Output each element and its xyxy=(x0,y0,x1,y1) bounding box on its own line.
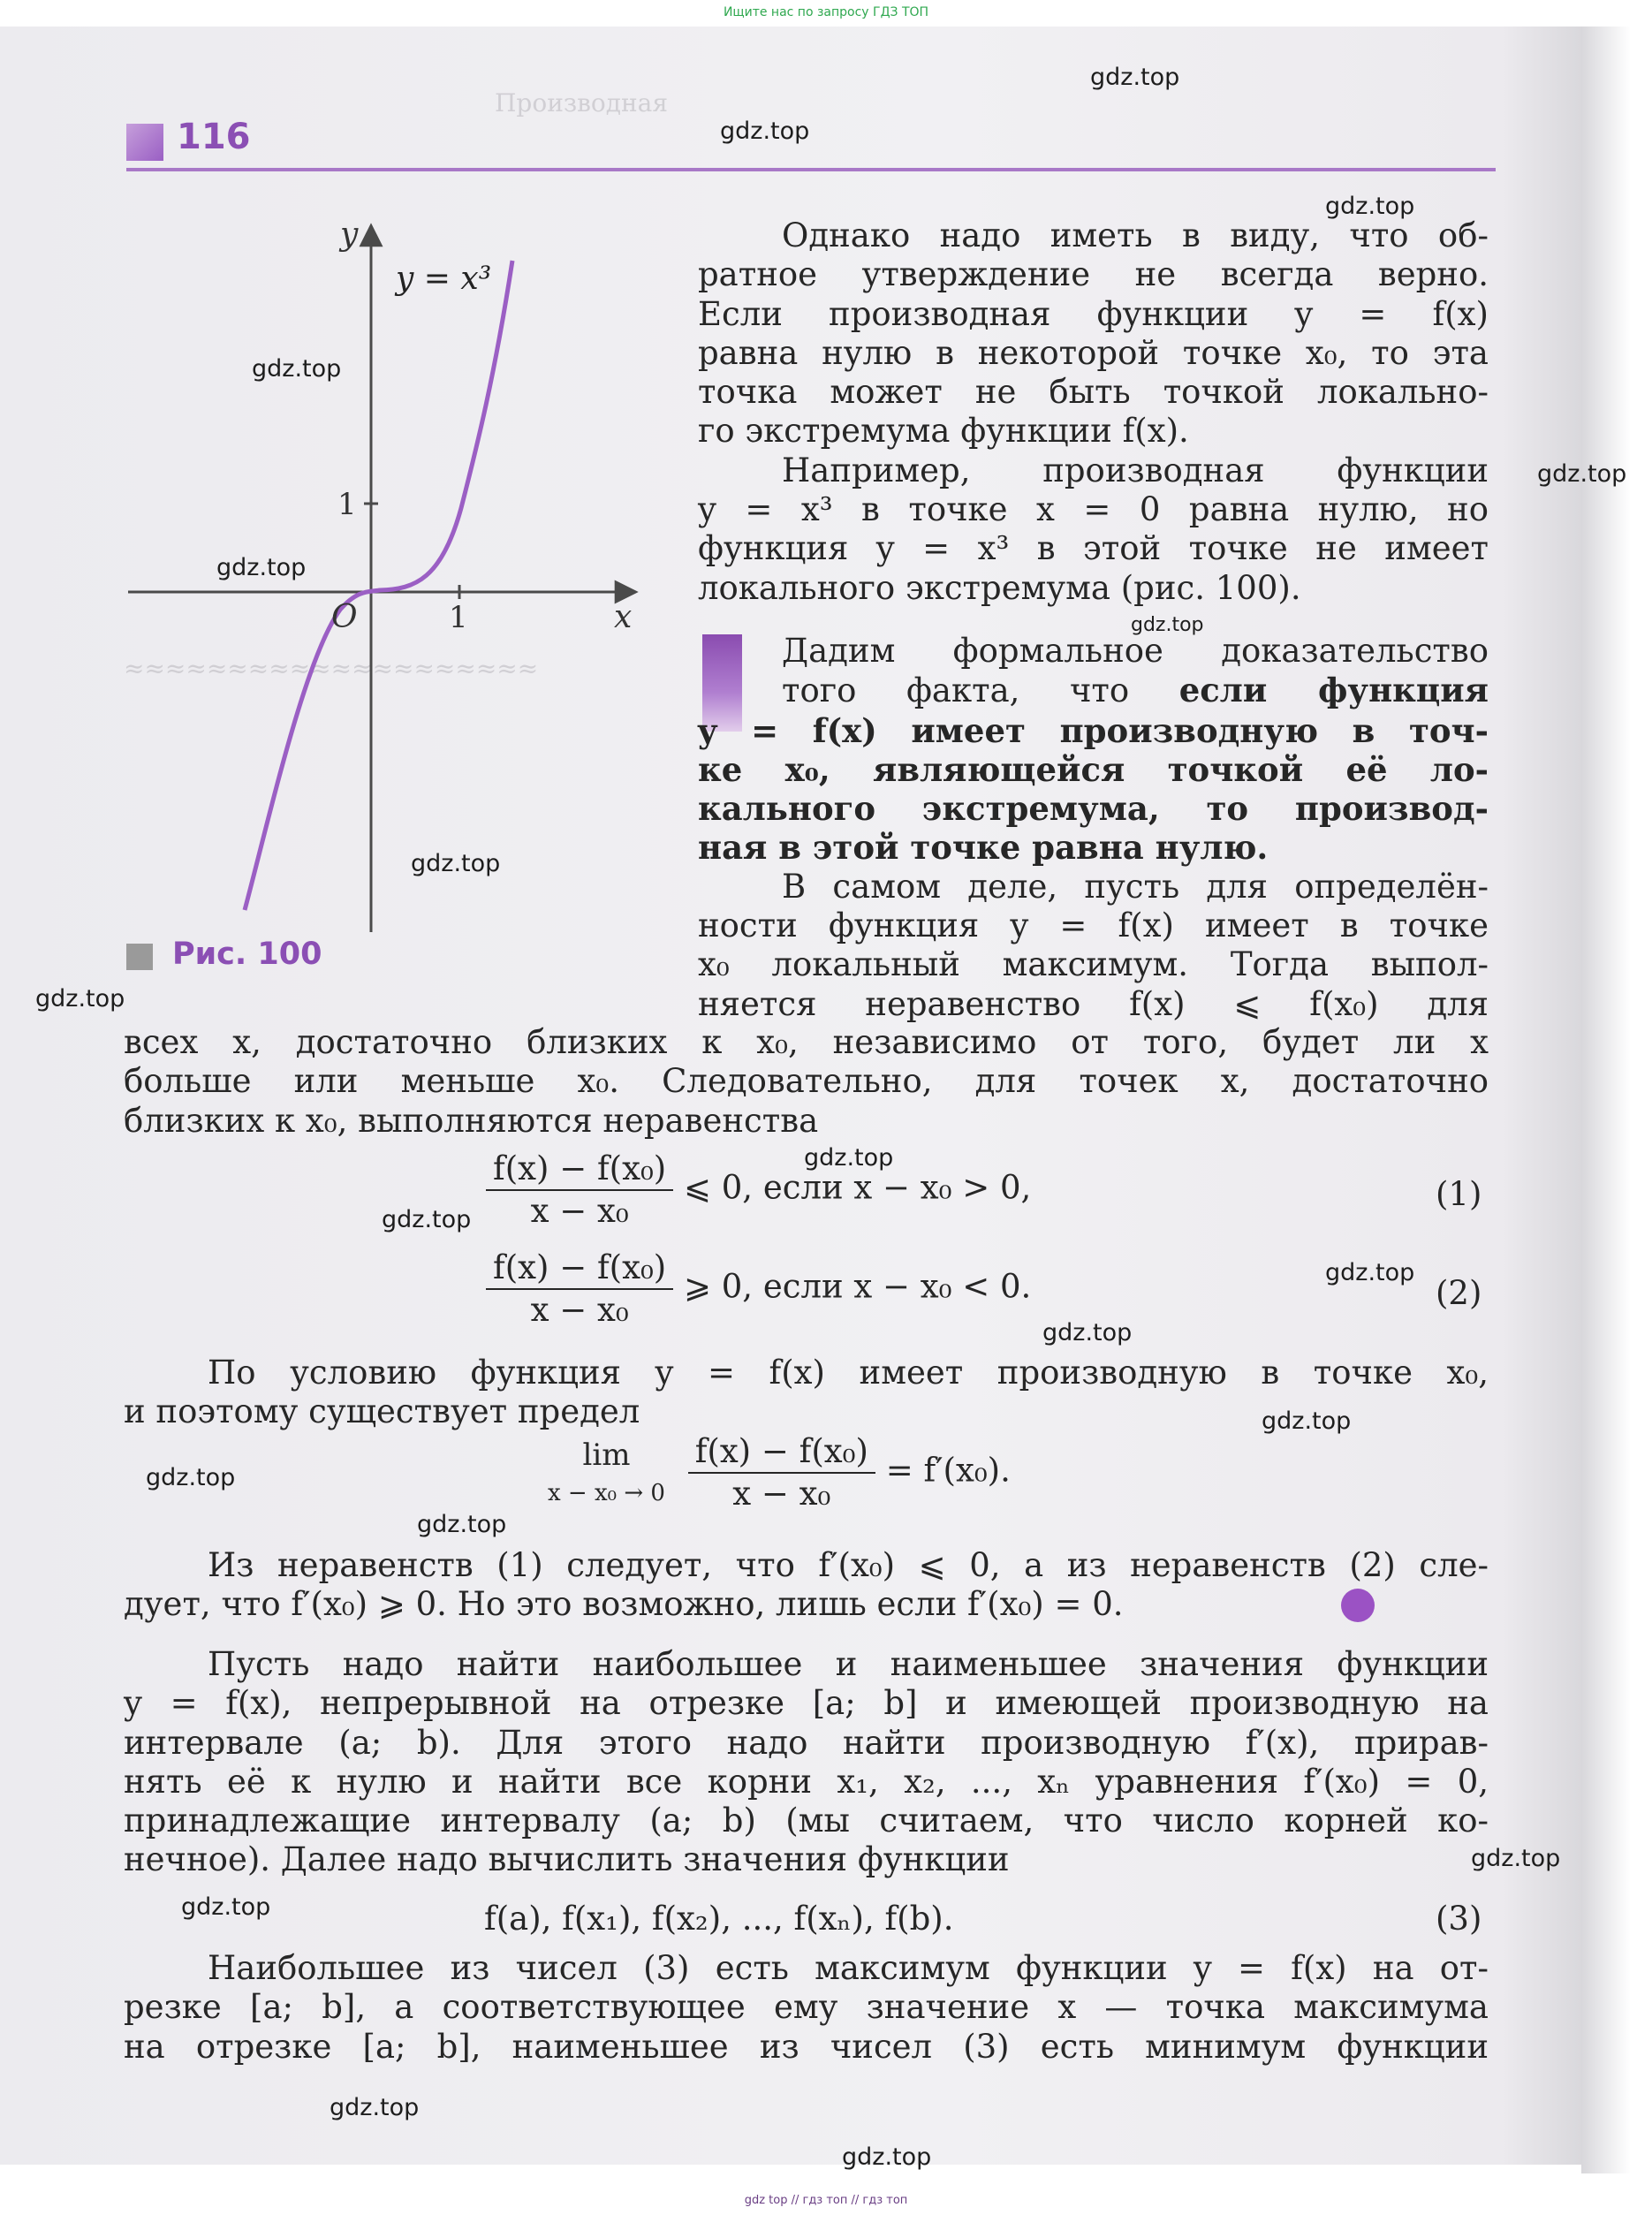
watermark: gdz.top xyxy=(804,1144,894,1172)
page-binding-shadow xyxy=(1581,27,1652,2173)
watermark: gdz.top xyxy=(1042,1319,1133,1346)
text-line: го экстремума функции f(x). xyxy=(698,412,1189,451)
proof-end-dot xyxy=(1341,1589,1375,1622)
equation-label: (1) xyxy=(1436,1175,1482,1213)
text-line: Наибольшее из чисел (3) есть максимум функции y = f(x) на от- xyxy=(208,1949,1489,1987)
bottom-banner[interactable]: gdz top // гдз топ // гдз топ xyxy=(744,2194,908,2207)
text-line: нечное). Далее надо вычислить значения функции xyxy=(124,1840,1010,1879)
equation-rest: ⩾ 0, если x − x₀ < 0. xyxy=(684,1267,1032,1306)
fraction xyxy=(486,1248,673,1331)
text-line: принадлежащие интервалу (a; b) (мы считаем, что число корней ко- xyxy=(124,1802,1489,1840)
watermark: gdz.top xyxy=(411,850,501,877)
watermark: gdz.top xyxy=(1325,1259,1415,1286)
fraction xyxy=(688,1431,875,1514)
text-line: интервале (a; b). Для этого надо найти производную f′(x), прирав- xyxy=(124,1723,1489,1762)
right-column-text xyxy=(698,216,1489,608)
limit-formula xyxy=(548,1431,1011,1514)
fraction-denominator: x − x₀ xyxy=(530,1192,629,1230)
text-line: Если производная функции y = f(x) xyxy=(698,294,1489,333)
full-width-text-d xyxy=(124,1645,1489,1880)
fraction-denominator: x − x₀ xyxy=(530,1291,629,1329)
y-axis-label: y xyxy=(340,216,359,253)
text-line: точка может не быть точкой локально- xyxy=(698,373,1489,412)
text-line: нять её к нулю и найти все корни x₁, x₂, ..., xₙ уравнения f′(x₀) = 0, xyxy=(124,1762,1489,1801)
page-number: 116 xyxy=(177,117,251,157)
equation-2 xyxy=(486,1248,1031,1331)
text-line: Дадим формальное доказательство xyxy=(782,632,1489,670)
watermark: gdz.top xyxy=(417,1511,507,1538)
fraction-numerator: f(x) − f(x₀) xyxy=(486,1149,673,1191)
text-line: локального экстремума (рис. 100). xyxy=(698,568,1301,607)
full-width-text-c xyxy=(124,1546,1489,1625)
watermark: gdz.top xyxy=(1131,614,1204,636)
full-width-text-a xyxy=(124,1023,1489,1141)
watermark: gdz.top xyxy=(1325,193,1415,220)
equation-rest: ⩽ 0, если x − x₀ > 0, xyxy=(684,1168,1032,1207)
equation-3: f(a), f(x₁), f(x₂), ..., f(xₙ), f(b). xyxy=(484,1900,954,1938)
equation-label: (2) xyxy=(1436,1274,1482,1312)
watermark: gdz.top xyxy=(720,118,810,145)
text-line: резке [a; b], а соответствующее ему значение x — точка максимума xyxy=(124,1988,1489,2027)
top-banner[interactable]: Ищите нас по запросу ГДЗ ТОП xyxy=(723,5,929,19)
fraction-numerator: f(x) − f(x₀) xyxy=(486,1248,673,1290)
lim-subscript: x − x₀ → 0 xyxy=(548,1480,665,1506)
x-axis-label: x xyxy=(614,599,633,635)
watermark: gdz.top xyxy=(216,554,307,581)
text-line: няется неравенство f(x) ⩽ f(x₀) для xyxy=(698,984,1489,1023)
watermark: gdz.top xyxy=(1090,64,1180,91)
watermark: gdz.top xyxy=(252,355,342,383)
text-line: ности функция y = f(x) имеет в точке xyxy=(698,906,1489,945)
watermark: gdz.top xyxy=(330,2094,420,2121)
watermark: gdz.top xyxy=(1537,460,1627,488)
text-line: функция y = x³ в этой точке не имеет xyxy=(698,529,1489,568)
text-line: Например, производная функции xyxy=(782,451,1489,489)
full-width-text-e xyxy=(124,1949,1489,2067)
text-line: всех x, достаточно близких к x₀, независимо от того, будет ли x xyxy=(124,1023,1489,1061)
watermark: gdz.top xyxy=(1471,1845,1561,1872)
watermark: gdz.top xyxy=(1262,1407,1352,1435)
text-line xyxy=(698,671,1489,710)
theorem-text xyxy=(698,632,1489,1024)
limit-rest: = f′(x₀). xyxy=(885,1451,1011,1490)
watermark: gdz.top xyxy=(181,1893,271,1921)
text-span-bold: если функция xyxy=(1178,671,1489,710)
limit-operator xyxy=(548,1435,665,1511)
lim-word: lim xyxy=(582,1437,631,1473)
text-line: ке x₀, являющейся точкой её ло- xyxy=(698,749,1489,789)
text-line: y = f(x) имеет производную в точ- xyxy=(698,710,1489,750)
text-line: кального экстремума, то производ- xyxy=(698,789,1489,829)
equation-label: (3) xyxy=(1436,1900,1482,1938)
watermark: gdz.top xyxy=(382,1206,472,1233)
text-line: ная в этой точке равна нулю. xyxy=(698,828,1269,868)
fraction-numerator: f(x) − f(x₀) xyxy=(688,1431,875,1474)
text-line: дует, что f′(x₀) ⩾ 0. Но это возможно, лишь если f′(x₀) = 0. xyxy=(124,1585,1124,1624)
text-line: В самом деле, пусть для определён- xyxy=(782,867,1489,906)
equation-1 xyxy=(486,1149,1031,1232)
text-line: близких к x₀, выполняются неравенства xyxy=(124,1101,819,1140)
text-line: Из неравенств (1) следует, что f′(x₀) ⩽ 0, а из неравенств (2) сле- xyxy=(208,1546,1489,1584)
watermark: gdz.top xyxy=(35,985,125,1013)
text-line: больше или меньше x₀. Следовательно, для точек x, достаточно xyxy=(124,1062,1489,1101)
origin-label: O xyxy=(331,599,358,635)
figure-caption: Рис. 100 xyxy=(172,937,322,972)
text-line: Пусть надо найти наибольшее и наименьшее значения функции xyxy=(208,1645,1489,1683)
fraction xyxy=(486,1149,673,1232)
text-line: По условию функция y = f(x) имеет производную в точке x₀, xyxy=(208,1354,1489,1392)
watermark: gdz.top xyxy=(842,2143,932,2171)
fraction-denominator: x − x₀ xyxy=(732,1475,831,1513)
text-line: y = x³ в точке x = 0 равна нулю, но xyxy=(698,490,1489,529)
figure-cubic-graph xyxy=(115,208,663,941)
tick-y-label: 1 xyxy=(337,487,357,522)
header-rule xyxy=(126,168,1496,171)
show-through-text: Производная xyxy=(495,88,669,118)
caption-square xyxy=(126,944,153,970)
watermark: gdz.top xyxy=(146,1464,236,1491)
text-line: равна нулю в некоторой точке x₀, то эта xyxy=(698,333,1489,372)
curve-label: y = x³ xyxy=(396,261,492,297)
text-line: Однако надо иметь в виду, что об- xyxy=(782,216,1489,254)
text-line: на отрезке [a; b], наименьшее из чисел (3) есть минимум функции xyxy=(124,2027,1489,2066)
text-line: y = f(x), непрерывной на отрезке [a; b] и имеющей производную на xyxy=(124,1684,1489,1723)
text-line: ратное утверждение не всегда верно. xyxy=(698,255,1489,294)
show-through-text: ≈≈≈≈≈≈≈≈≈≈≈≈≈≈≈≈≈≈≈≈ xyxy=(124,654,539,683)
text-span: того факта, что xyxy=(782,671,1179,710)
header-square xyxy=(126,124,163,161)
text-line: и поэтому существует предел xyxy=(124,1392,640,1431)
tick-x-label: 1 xyxy=(449,600,468,635)
text-line: x₀ локальный максимум. Тогда выпол- xyxy=(698,945,1489,984)
